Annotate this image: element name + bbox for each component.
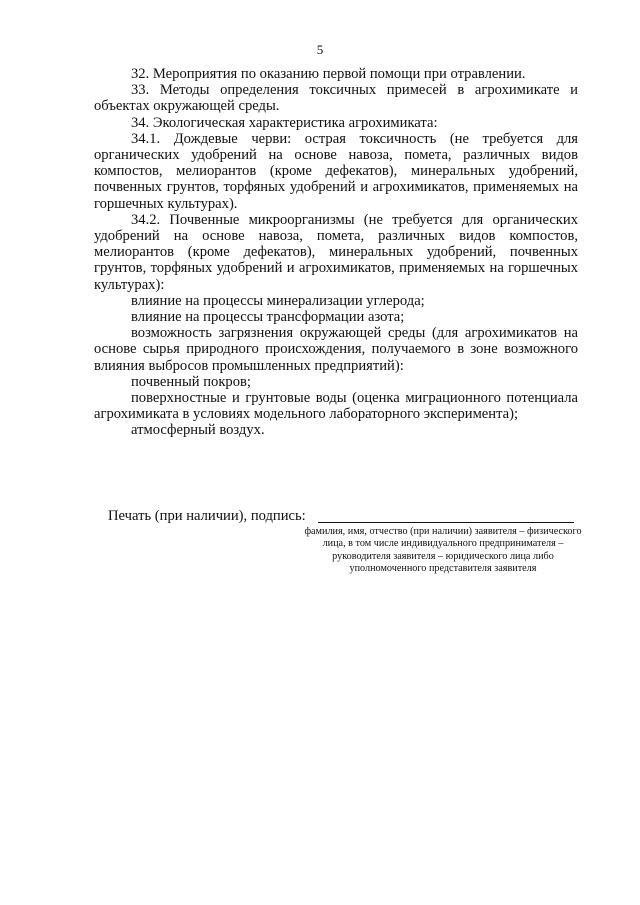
signature-line (318, 522, 574, 523)
list-item-nitrogen-transformation: влияние на процессы трансформации азота; (131, 309, 405, 326)
document-body (94, 66, 578, 439)
paragraph-item-32: 32. Мероприятия по оказанию первой помощи при отравлении. (131, 66, 526, 82)
list-item-atmospheric-air: атмосферный воздух. (131, 422, 265, 439)
list-item-surface-ground-water: поверхностные и грунтовые воды (оценка миграционного потенциала агрохимиката в условиях модельного лабораторного эксперимента); (94, 390, 578, 423)
signature-label: Печать (при наличии), подпись: (108, 508, 306, 524)
paragraph-item-34: 34. Экологическая характеристика агрохимиката: (131, 114, 438, 131)
paragraph-item-33: 33. Методы определения токсичных примесей в агрохимикате и объектах окружающей среды. (94, 82, 578, 115)
paragraph-item-34-1: 34.1. Дождевые черви: острая токсичность (не требуется для органических удобрений на основе навоза, помета, различных видов компостов, мелиорантов (кроме дефекатов), минеральных удобрений, почвенных грунтов, торфяных удобрений и агрохимикатов, применяемых на горшечных культурах). (94, 130, 578, 212)
paragraph-item-34-2: 34.2. Почвенные микроорганизмы (не требуется для органических удобрений на основе навоза, помета, различных видов компостов, мелиорантов (кроме дефекатов), минеральных удобрений, почвенных грунтов, торфяных удобрений и агрохимикатов, применяемых на горшечных культурах): (94, 211, 578, 293)
list-item-environmental-pollution: возможность загрязнения окружающей среды (для агрохимикатов на основе сырья природного происхождения, получаемого в зоне возможного влияния выбросов промышленных предприятий): (94, 325, 578, 374)
signature-caption: фамилия, имя, отчество (при наличии) заявителя – физического лица, в том числе индивидуального предпринимателя – руководителя заявителя – юридического лица либо уполномоченного представителя заявителя (304, 526, 582, 575)
list-item-soil-cover: почвенный покров; (131, 373, 251, 390)
page-number: 5 (316, 42, 324, 57)
list-item-carbon-mineralization: влияние на процессы минерализации углерода; (131, 292, 425, 309)
